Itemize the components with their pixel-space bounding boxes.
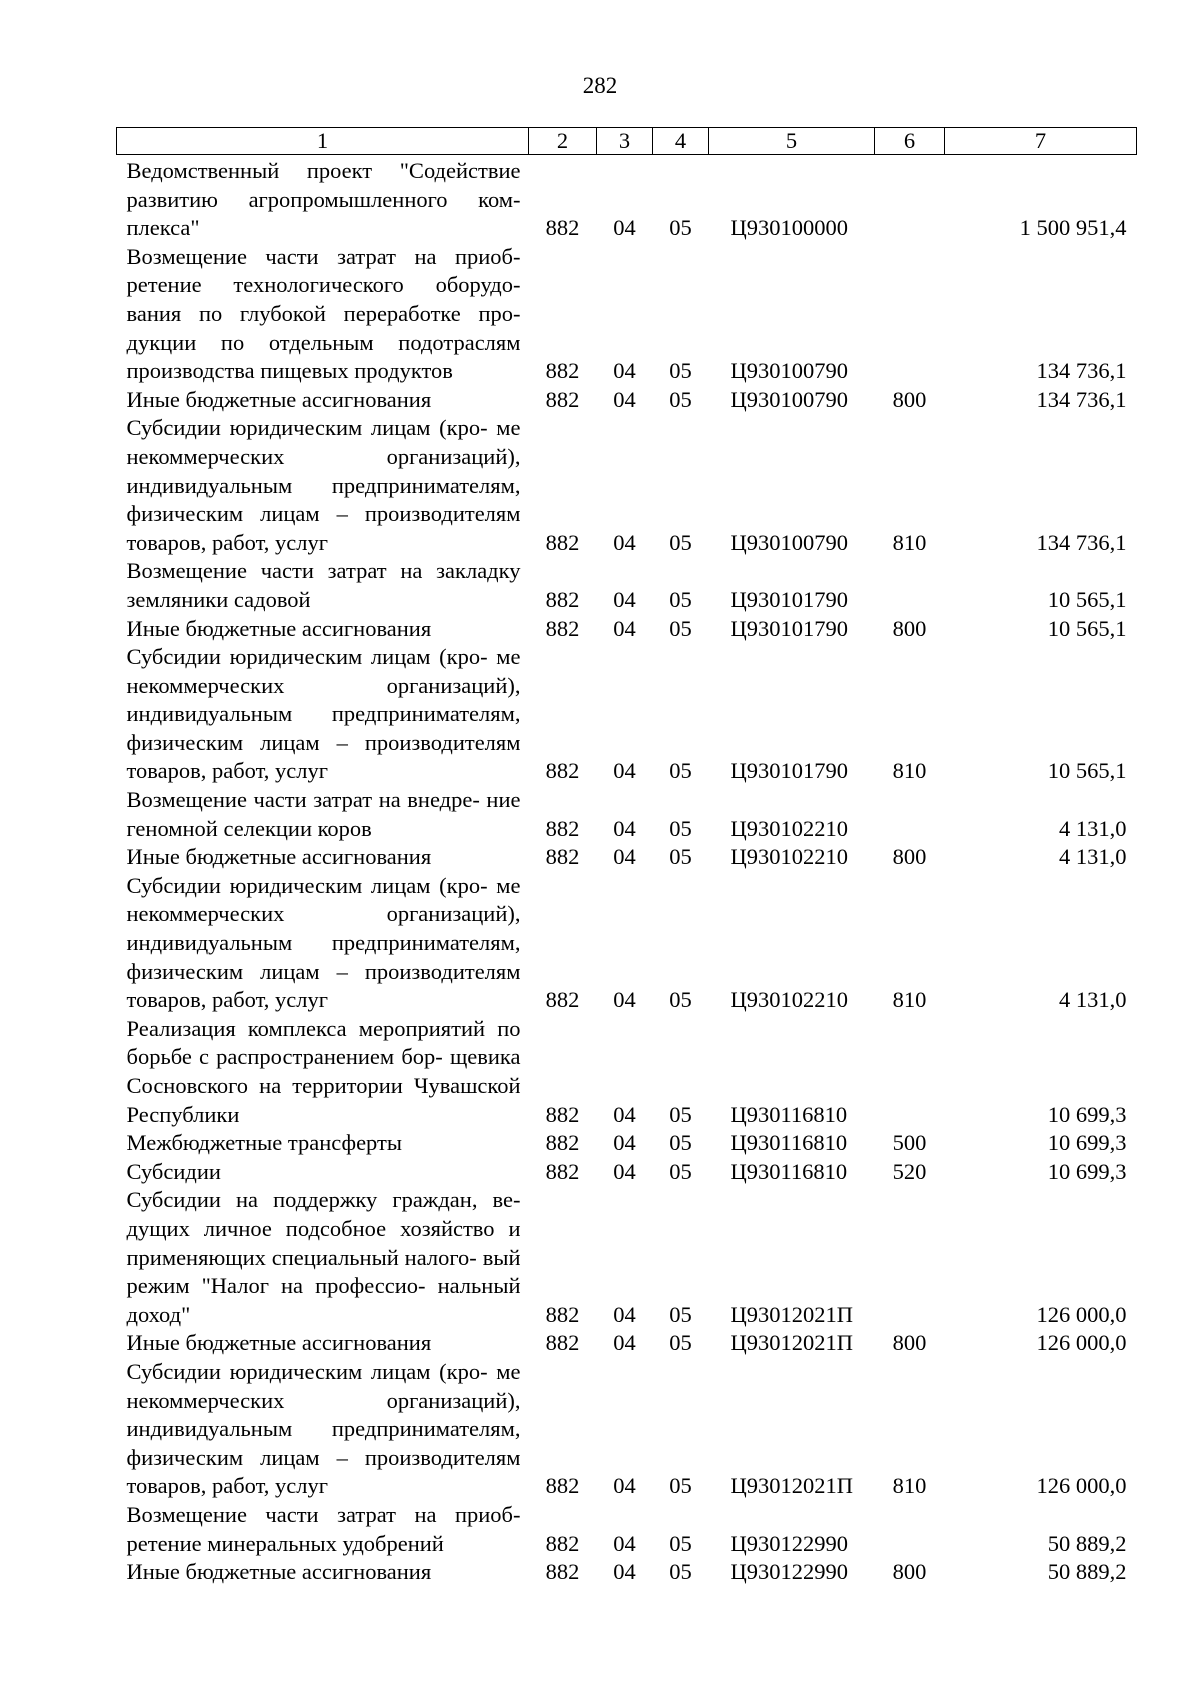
- amount-cell: 10 699,3: [1047, 1158, 1127, 1184]
- subsection-cell: 05: [669, 386, 692, 412]
- ministry-cell: 882: [545, 529, 580, 555]
- table-row: [117, 1501, 1137, 1558]
- table-row: [117, 243, 1137, 386]
- target-code-cell: Ц93012021П: [730, 1330, 853, 1356]
- table-row: [117, 1129, 1137, 1158]
- target-code-cell: Ц930100790: [730, 386, 848, 412]
- item-name-line: ме некоммерческих организаций),: [126, 644, 521, 698]
- table-row: [117, 1558, 1137, 1587]
- item-name-cell: [117, 1558, 529, 1587]
- item-name-cell: [117, 1329, 529, 1358]
- section-cell: 04: [613, 1559, 636, 1585]
- item-name-line: дукции по отдельным подотраслям: [126, 329, 521, 355]
- item-name-line: Ведомственный проект "Содействие: [126, 158, 521, 183]
- subsection-cell: 05: [669, 1301, 692, 1327]
- target-code-cell: Ц930122990: [730, 1530, 848, 1556]
- expense-type-cell: 810: [892, 529, 927, 555]
- ministry-cell: 882: [545, 586, 580, 612]
- subsection-cell: 05: [669, 529, 692, 555]
- expense-type-cell: 810: [892, 758, 927, 784]
- item-name-line: по борьбе с распространением бор-: [126, 1015, 521, 1070]
- subsection-cell: 05: [669, 1158, 692, 1184]
- table-row: [117, 557, 1137, 614]
- page-number: 282: [582, 73, 618, 98]
- table-row: [117, 1015, 1137, 1129]
- item-name-cell: [117, 1501, 529, 1558]
- target-code-cell: Ц93012021П: [730, 1301, 853, 1327]
- target-code-cell: Ц930100000: [730, 215, 848, 241]
- amount-cell: 126 000,0: [1036, 1330, 1127, 1356]
- target-code-cell: Ц930116810: [730, 1130, 848, 1156]
- item-name-line: Иные бюджетные ассигнования: [126, 1559, 432, 1585]
- item-name-line: Субсидии на поддержку граждан, ве-: [126, 1187, 521, 1213]
- item-name-line: Иные бюджетные ассигнования: [126, 386, 432, 412]
- ministry-cell: 882: [545, 358, 580, 384]
- subsection-cell: 05: [669, 1530, 692, 1556]
- item-name-line: Субсидии юридическим лицам (кро-: [126, 1358, 488, 1384]
- expense-type-cell: [875, 1186, 945, 1329]
- ministry-cell: 882: [545, 215, 580, 241]
- amount-cell: 4 131,0: [1059, 987, 1127, 1013]
- item-name-cell: [117, 155, 529, 243]
- item-name-cell: [117, 872, 529, 1015]
- item-name-cell: [117, 1015, 529, 1129]
- expense-type-cell: 500: [892, 1130, 927, 1156]
- item-name-line: Субсидии юридическим лицам (кро-: [126, 415, 488, 441]
- amount-cell: 126 000,0: [1036, 1301, 1127, 1327]
- item-name-line: индивидуальным предпринимателям,: [126, 1416, 521, 1442]
- header-cell-ministry: 2: [529, 128, 597, 155]
- ministry-cell: 882: [545, 1559, 580, 1585]
- target-code-cell: Ц930100790: [730, 358, 848, 384]
- table-row: [117, 643, 1137, 786]
- target-code-cell: Ц930116810: [730, 1101, 848, 1127]
- header-cell-name: 1: [117, 128, 529, 155]
- section-cell: 04: [613, 987, 636, 1013]
- item-name-cell: [117, 386, 529, 415]
- item-name-line: Возмещение части затрат на приоб-: [126, 1501, 521, 1527]
- header-cell-subsection: 4: [653, 128, 709, 155]
- section-cell: 04: [613, 615, 636, 641]
- amount-cell: 4 131,0: [1059, 844, 1127, 870]
- subsection-cell: 05: [669, 758, 692, 784]
- table-row: [117, 1358, 1137, 1501]
- target-code-cell: Ц930100790: [730, 529, 848, 555]
- amount-cell: 50 889,2: [1047, 1559, 1127, 1585]
- subsection-cell: 05: [669, 615, 692, 641]
- item-name-line: ретение технологического оборудо-: [126, 272, 521, 298]
- amount-cell: 50 889,2: [1047, 1530, 1127, 1556]
- item-name-line: применяющих специальный налого-: [126, 1244, 477, 1270]
- item-name-line: Субсидии юридическим лицам (кро-: [126, 644, 488, 670]
- expense-type-cell: 800: [892, 1559, 927, 1585]
- amount-cell: 134 736,1: [1036, 529, 1127, 555]
- section-cell: 04: [613, 1330, 636, 1356]
- item-name-line: Иные бюджетные ассигнования: [126, 615, 432, 641]
- item-name-line: товаров, работ, услуг: [126, 987, 328, 1013]
- amount-cell: 4 131,0: [1059, 815, 1127, 841]
- target-code-cell: Ц930102210: [730, 987, 848, 1013]
- subsection-cell: 05: [669, 1330, 692, 1356]
- item-name-line: индивидуальным предпринимателям,: [126, 930, 521, 956]
- item-name-cell: [117, 243, 529, 386]
- section-cell: 04: [613, 1158, 636, 1184]
- expense-type-cell: [875, 1501, 945, 1558]
- item-name-cell: [117, 414, 529, 557]
- table-row: [117, 155, 1137, 243]
- item-name-line: земляники садовой: [126, 586, 311, 612]
- ministry-cell: 882: [545, 1101, 580, 1127]
- ministry-cell: 882: [545, 987, 580, 1013]
- ministry-cell: 882: [545, 1158, 580, 1184]
- item-name-line: ме некоммерческих организаций),: [126, 872, 521, 927]
- table-row: [117, 872, 1137, 1015]
- expense-type-cell: 810: [892, 1473, 927, 1499]
- section-cell: 04: [613, 758, 636, 784]
- item-name-line: Субсидии: [126, 1158, 221, 1184]
- subsection-cell: 05: [669, 1130, 692, 1156]
- ministry-cell: 882: [545, 758, 580, 784]
- item-name-line: товаров, работ, услуг: [126, 758, 328, 784]
- amount-cell: 10 565,1: [1047, 615, 1127, 641]
- item-name-line: развитию агропромышленного ком-: [126, 186, 521, 212]
- ministry-cell: 882: [545, 615, 580, 641]
- item-name-line: товаров, работ, услуг: [126, 1473, 328, 1499]
- section-cell: 04: [613, 386, 636, 412]
- item-name-line: Возмещение части затрат на приоб-: [126, 243, 521, 269]
- item-name-cell: [117, 1186, 529, 1329]
- subsection-cell: 05: [669, 1473, 692, 1499]
- item-name-line: ретение минеральных удобрений: [126, 1530, 444, 1556]
- target-code-cell: Ц930101790: [730, 586, 848, 612]
- item-name-line: Реализация комплекса мероприятий: [126, 1015, 486, 1041]
- item-name-line: вый режим "Налог на профессио-: [126, 1244, 521, 1299]
- amount-cell: 10 565,1: [1047, 586, 1127, 612]
- section-cell: 04: [613, 815, 636, 841]
- item-name-line: физическим лицам – производителям: [126, 729, 521, 755]
- section-cell: 04: [613, 1130, 636, 1156]
- subsection-cell: 05: [669, 987, 692, 1013]
- item-name-line: производства пищевых продуктов: [126, 358, 453, 384]
- header-cell-amount: 7: [945, 128, 1137, 155]
- ministry-cell: 882: [545, 815, 580, 841]
- item-name-cell: [117, 1358, 529, 1501]
- budget-table: [116, 127, 1137, 1587]
- header-cell-target: 5: [709, 128, 875, 155]
- subsection-cell: 05: [669, 815, 692, 841]
- item-name-cell: [117, 786, 529, 843]
- item-name-cell: [117, 643, 529, 786]
- item-name-line: щевика Сосновского на территории: [126, 1044, 521, 1098]
- target-code-cell: Ц930101790: [730, 758, 848, 784]
- table-row: [117, 414, 1137, 557]
- header-row: [117, 128, 1137, 155]
- table-row: [117, 786, 1137, 843]
- section-cell: 04: [613, 1530, 636, 1556]
- table-row: [117, 1329, 1137, 1358]
- item-name-cell: [117, 1129, 529, 1158]
- section-cell: 04: [613, 1301, 636, 1327]
- expense-type-cell: [875, 1015, 945, 1129]
- item-name-line: ние геномной селекции коров: [126, 787, 521, 841]
- header-cell-expense-type: 6: [875, 128, 945, 155]
- expense-type-cell: [875, 155, 945, 243]
- section-cell: 04: [613, 358, 636, 384]
- subsection-cell: 05: [669, 358, 692, 384]
- expense-type-cell: 800: [892, 615, 927, 641]
- target-code-cell: Ц930102210: [730, 815, 848, 841]
- item-name-cell: [117, 557, 529, 614]
- target-code-cell: Ц930116810: [730, 1158, 848, 1184]
- header-cell-section: 3: [597, 128, 653, 155]
- section-cell: 04: [613, 529, 636, 555]
- expense-type-cell: 800: [892, 386, 927, 412]
- amount-cell: 10 565,1: [1047, 758, 1127, 784]
- expense-type-cell: [875, 243, 945, 386]
- table-row: [117, 1186, 1137, 1329]
- amount-cell: 1 500 951,4: [1019, 215, 1127, 241]
- item-name-line: Иные бюджетные ассигнования: [126, 844, 432, 870]
- amount-cell: 134 736,1: [1036, 358, 1127, 384]
- item-name-line: индивидуальным предпринимателям,: [126, 472, 521, 498]
- subsection-cell: 05: [669, 215, 692, 241]
- item-name-line: Субсидии юридическим лицам (кро-: [126, 872, 488, 898]
- ministry-cell: 882: [545, 1330, 580, 1356]
- expense-type-cell: 520: [892, 1158, 927, 1184]
- item-name-line: Возмещение части затрат на внедре-: [126, 787, 480, 813]
- item-name-line: физическим лицам – производителям: [126, 1444, 521, 1470]
- subsection-cell: 05: [669, 1559, 692, 1585]
- target-code-cell: Ц930101790: [730, 615, 848, 641]
- item-name-cell: [117, 843, 529, 872]
- expense-type-cell: [875, 557, 945, 614]
- amount-cell: 10 699,3: [1047, 1130, 1127, 1156]
- ministry-cell: 882: [545, 1301, 580, 1327]
- item-name-line: Иные бюджетные ассигнования: [126, 1330, 432, 1356]
- ministry-cell: 882: [545, 1473, 580, 1499]
- section-cell: 04: [613, 844, 636, 870]
- table-row: [117, 1158, 1137, 1187]
- item-name-cell: [117, 1158, 529, 1187]
- expense-type-cell: 800: [892, 844, 927, 870]
- table-row: [117, 615, 1137, 644]
- item-name-line: физическим лицам – производителям: [126, 958, 521, 984]
- item-name-line: физическим лицам – производителям: [126, 501, 521, 527]
- expense-type-cell: 800: [892, 1330, 927, 1356]
- amount-cell: 126 000,0: [1036, 1473, 1127, 1499]
- ministry-cell: 882: [545, 386, 580, 412]
- target-code-cell: Ц930122990: [730, 1559, 848, 1585]
- subsection-cell: 05: [669, 586, 692, 612]
- subsection-cell: 05: [669, 844, 692, 870]
- section-cell: 04: [613, 215, 636, 241]
- item-name-cell: [117, 615, 529, 644]
- section-cell: 04: [613, 1473, 636, 1499]
- item-name-line: Чувашской Республики: [126, 1073, 521, 1127]
- item-name-line: Возмещение части затрат на закладку: [126, 558, 521, 584]
- expense-type-cell: [875, 786, 945, 843]
- item-name-line: Межбюджетные трансферты: [126, 1130, 402, 1156]
- amount-cell: 10 699,3: [1047, 1101, 1127, 1127]
- target-code-cell: Ц930102210: [730, 844, 848, 870]
- ministry-cell: 882: [545, 844, 580, 870]
- amount-cell: 134 736,1: [1036, 386, 1127, 412]
- table-body: [117, 155, 1137, 1587]
- expense-type-cell: 810: [892, 987, 927, 1013]
- target-code-cell: Ц93012021П: [730, 1473, 853, 1499]
- item-name-line: ме некоммерческих организаций),: [126, 415, 521, 469]
- item-name-line: ме некоммерческих организаций),: [126, 1358, 521, 1413]
- item-name-line: дущих личное подсобное хозяйство и: [126, 1215, 521, 1241]
- item-name-line: вания по глубокой переработке про-: [126, 300, 521, 326]
- item-name-line: нальный доход": [126, 1273, 521, 1327]
- ministry-cell: 882: [545, 1530, 580, 1556]
- table-row: [117, 386, 1137, 415]
- item-name-line: товаров, работ, услуг: [126, 529, 328, 555]
- table-row: [117, 843, 1137, 872]
- subsection-cell: 05: [669, 1101, 692, 1127]
- item-name-line: индивидуальным предпринимателям,: [126, 701, 521, 727]
- item-name-line: плекса": [126, 215, 200, 241]
- ministry-cell: 882: [545, 1130, 580, 1156]
- section-cell: 04: [613, 586, 636, 612]
- section-cell: 04: [613, 1101, 636, 1127]
